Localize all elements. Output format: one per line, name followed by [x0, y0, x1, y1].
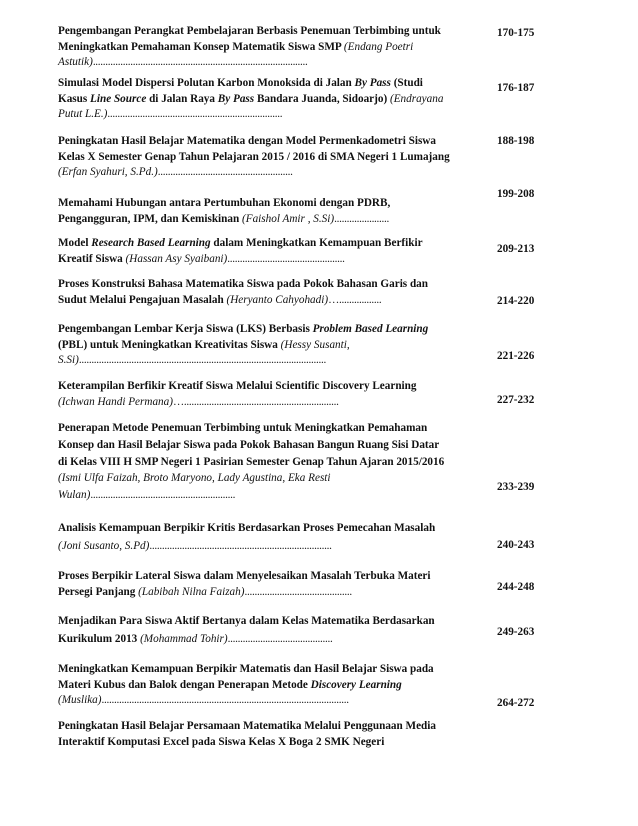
entry-pages: 249-263 — [497, 626, 535, 638]
entry-author: (Hessy Susanti, S.Si) — [58, 338, 350, 367]
toc-entry — [58, 719, 450, 750]
entry-title-italic: Research Based Learning — [91, 237, 211, 249]
toc-entry — [58, 379, 450, 410]
entry-title: Simulasi Model Dispersi Polutan Karbon Monoksida di Jalan — [58, 77, 355, 89]
toc-entry — [58, 134, 450, 181]
entry-title: Menjadikan Para Siswa Aktif Bertanya dalam Kelas Matematika Berdasarkan Kurikulum 2013 — [58, 615, 435, 645]
entry-leader: ................................................................................................... — [78, 354, 327, 367]
entry-title-italic: By Pass — [354, 77, 391, 89]
entry-pages: 221-226 — [497, 350, 535, 362]
toc-entry — [58, 24, 450, 71]
toc-entry — [58, 420, 450, 504]
toc-entry — [58, 612, 450, 648]
entry-leader: ...................................................................................... — [92, 56, 308, 69]
entry-leader: ...................................................... — [157, 166, 293, 179]
entry-title: Peningkatan Hasil Belajar Persamaan Matematika Melalui Penggunaan Media Interaktif Komputasi Excel pada Siswa Kelas X Boga 2 SMK Negeri — [58, 720, 436, 748]
entry-title: Analisis Kemampuan Berpikir Kritis Berdasarkan Proses Pemecahan Masalah — [58, 522, 436, 534]
toc-entry — [58, 196, 450, 227]
toc-entry — [58, 569, 450, 600]
entry-leader: ............................................... — [227, 252, 345, 265]
entry-author: (Labibah Nilna Faizah) — [138, 585, 245, 598]
entry-title-italic: Discovery Learning — [310, 678, 402, 691]
entry-author: (Joni Susanto, S.Pd) — [58, 539, 150, 552]
entry-title: Pengembangan Lembar Kerja Siswa (LKS) Berbasis — [58, 323, 313, 335]
toc-entry — [58, 662, 450, 709]
entry-title: di Jalan Raya — [146, 92, 218, 105]
entry-leader: ........................................... — [244, 585, 352, 598]
entry-pages: 240-243 — [497, 539, 535, 551]
entry-leader: .......................................................... — [90, 489, 236, 502]
entry-pages: 188-198 — [497, 135, 535, 147]
toc-entry — [58, 520, 450, 555]
entry-author: (Ichwan Handi Permana) — [58, 395, 173, 408]
entry-title: Peningkatan Hasil Belajar Matematika dengan Model Permenkadometri Siswa Kelas X Semester Genap Tahun Pelajaran 2015 / 2016 di SMA Negeri 1 Lumajang — [58, 135, 450, 163]
entry-author: (Heryanto Cahyohadi) — [226, 293, 329, 306]
entry-pages: 170-175 — [497, 27, 535, 39]
entry-author: (Endrayana Putut L.E.) — [58, 92, 444, 121]
entry-pages: 176-187 — [497, 82, 535, 94]
entry-title: Bandara Juanda, Sidoarjo) — [254, 92, 390, 105]
entry-title-italic: Problem Based Learning — [312, 323, 429, 335]
entry-author: (Hassan Asy Syaibani) — [125, 252, 228, 265]
entry-pages: 227-232 — [497, 394, 535, 406]
toc-entry — [58, 236, 450, 267]
entry-title: Meningkatkan Kemampuan Berpikir Matematis dan Hasil Belajar Siswa pada Materi Kubus dan Balok dengan Penerapan Metode — [58, 663, 434, 691]
entry-title: Proses Konstruksi Bahasa Matematika Siswa pada Pokok Bahasan Garis dan Sudut Melalui Pengajuan Masalah — [58, 278, 428, 306]
entry-pages: 244-248 — [497, 581, 535, 593]
toc-entry — [58, 76, 450, 123]
entry-title: (Studi Kasus — [58, 77, 423, 105]
toc-entry — [58, 322, 450, 369]
entry-pages: 233-239 — [497, 481, 535, 493]
entry-title: Proses Berpikir Lateral Siswa dalam Menyelesaikan Masalah Terbuka Materi Persegi Panjang — [58, 570, 431, 598]
entry-title: dalam Meningkatkan Kemampuan Berfikir Kreatif Siswa — [58, 237, 423, 265]
entry-author: (Ismi Ulfa Faizah, Broto Maryono, Lady Agustina, Eka Resti Wulan) — [58, 472, 331, 502]
entry-leader: ...................................................................... — [107, 108, 283, 121]
entry-leader: .......................................... — [227, 633, 333, 645]
entry-title: Keterampilan Berfikir Kreatif Siswa Melalui Scientific Discovery Learning — [58, 380, 417, 392]
entry-author: (Mohammad Tohir) — [140, 633, 228, 645]
entry-pages: 199-208 — [497, 188, 535, 200]
entry-pages: 209-213 — [497, 243, 535, 255]
entry-leader: ................................................................................................... — [101, 694, 349, 707]
entry-title: Memahami Hubungan antara Pertumbuhan Ekonomi dengan PDRB, Pengangguran, IPM, dan Kemiskinan — [58, 197, 391, 225]
entry-title: Pengembangan Perangkat Pembelajaran Berbasis Penemuan Terbimbing untuk Meningkatkan Pemahaman Konsep Matematik Siswa SMP — [58, 25, 441, 53]
entry-title: Penerapan Metode Penemuan Terbimbing untuk Meningkatkan Pemahaman Konsep dan Hasil Belajar Siswa pada Pokok Bahasan Bangun Ruang Sisi Datar di Kelas VIII H SMP Negeri 1 Pasirian Semester Genap Tahun Ajaran 2015/2016 — [58, 422, 445, 468]
entry-author: (Muslika) — [58, 694, 102, 707]
entry-leader: …................. — [328, 293, 382, 306]
entry-leader: ...................... — [334, 212, 390, 225]
entry-leader: ......................................................................... — [149, 539, 332, 552]
entry-pages: 264-272 — [497, 697, 535, 709]
entry-title: (PBL) untuk Meningkatkan Kreativitas Siswa — [58, 338, 281, 351]
entry-title-italic: By Pass — [217, 92, 255, 105]
toc-entry — [58, 277, 450, 308]
entry-author: (Erfan Syahuri, S.Pd.) — [58, 166, 158, 179]
entry-author: (Endang Poetri Astutik) — [58, 40, 414, 69]
entry-title-italic: Line Source — [90, 92, 147, 105]
entry-pages: 214-220 — [497, 295, 535, 307]
entry-title: Model — [58, 237, 92, 249]
entry-leader: ….............................................................. — [172, 395, 339, 408]
entry-author: (Faishol Amir , S.Si) — [242, 212, 335, 225]
